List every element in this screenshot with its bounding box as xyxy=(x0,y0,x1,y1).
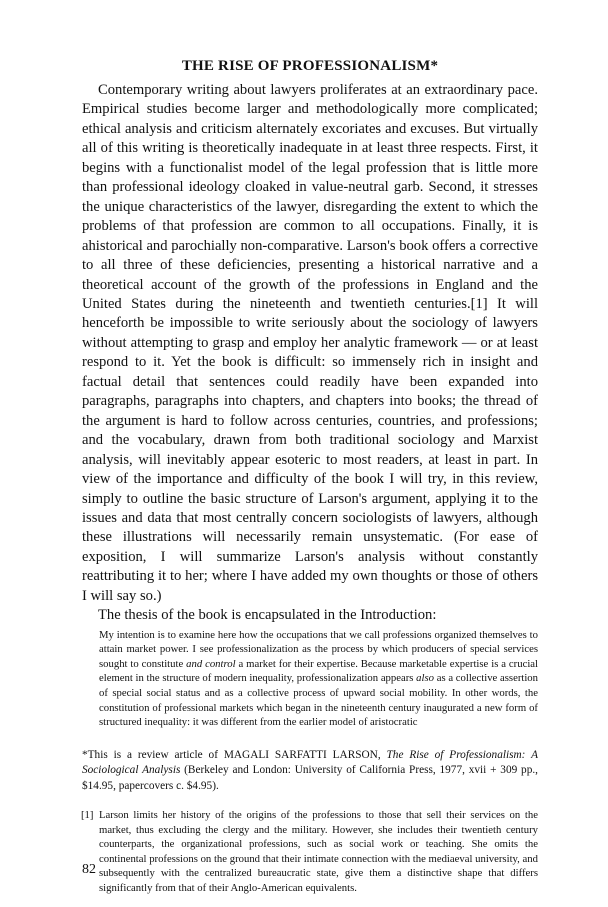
footnote-star-book-title: The Rise of Professionalism: A Sociological Analysis xyxy=(82,748,538,777)
footnote-star xyxy=(82,748,538,795)
block-quote xyxy=(99,628,538,730)
footnotes xyxy=(82,748,538,896)
footnote-1-marker: [1] xyxy=(81,809,94,822)
body-paragraph-1: Contemporary writing about lawyers proliferates at an extraordinary pace. Empirical studies become larger and methodologically more complicated; ethical analysis and criticism alternately excoriates and excuses. But virtually all of this writing is theoretically inadequate in at least three respects. First, it begins with a functionalist model of the legal profession that is little more than professional ideology cloaked in value-neutral garb. Second, it stresses the unique characteristics of the lawyer, disregarding the extent to which the problems of that profession are common to all occupations. Finally, it is ahistorical and parochially non-comparative. Larson's book offers a corrective to all three of these deficiencies, presenting a historical narrative and a theoretical account of the growth of the professions in England and the United States during the nineteenth and twentieth centuries.[1] It will henceforth be impossible to write seriously about the sociology of lawyers without attempting to grasp and employ her analytic framework — or at least respond to it. Yet the book is difficult: so immensely rich in insight and factual detail that sentences could readily have been expanded into paragraphs, paragraphs into chapters, and chapters into books; the thread of the argument is hard to follow across centuries, countries, and professions; and the vocabulary, drawn from both traditional sociology and Marxist analysis, will inevitably appear esoteric to most readers, at least in part. In view of the importance and difficulty of the book I will try, in this review, simply to outline the basic structure of Larson's argument, applying it to the issues and data that most centrally concern sociologists of lawyers, although these illustrations will necessarily remain unsystematic. (For ease of exposition, I will summarize Larson's analysis without constantly reattributing it to her; where I have added my own thoughts or those of others I will say so.) xyxy=(82,82,538,604)
page-content xyxy=(82,58,538,895)
footnote-1 xyxy=(82,808,538,895)
footnote-1-text: Larson limits her history of the origins of the professions to those that sell their services on the market, thus excluding the clergy and the military. However, she includes their twentieth century counterparts, the organizational professions, such as social work or teaching. She omits the continental professions on the ground that their intimate connection with the mediaeval university, and subsequently with the centralized bureaucratic state, give them a distinctive shape that differs significantly from that of their Anglo-American equivalents. xyxy=(99,809,538,894)
quote-text-1: My intention is to examine here how the occupations that we call professions organized themselves to attain market power. I see professionalization as the process by which producers of special services sought to constitute xyxy=(99,628,538,670)
page-number: 82 xyxy=(82,862,96,877)
body-paragraph-2: The thesis of the book is encapsulated in the Introduction: xyxy=(98,607,437,624)
quote-emphasis-control: and control xyxy=(186,657,236,670)
footnote-star-prefix: *This is a review article of MAGALI SARFATTI LARSON, xyxy=(82,748,387,761)
footnote-star-suffix: (Berkeley and London: University of California Press, 1977, xvii + 309 pp., $14.95, papercovers c. $4.95). xyxy=(82,764,538,792)
article-title: THE RISE OF PROFESSIONALISM* xyxy=(181,58,439,74)
quote-text-3: as a collective assertion of special social status and as a collective process of upward social mobility. In other words, the constitution of professional markets which began in the nineteenth century inaugurated a new form of structured inequality: it was different from the earlier model of aristocratic xyxy=(99,672,538,729)
quote-text-2: a market for their expertise. Because marketable expertise is a crucial element in the structure of modern inequality, professionalization appears xyxy=(99,657,539,685)
quote-emphasis-also: also xyxy=(416,672,434,685)
